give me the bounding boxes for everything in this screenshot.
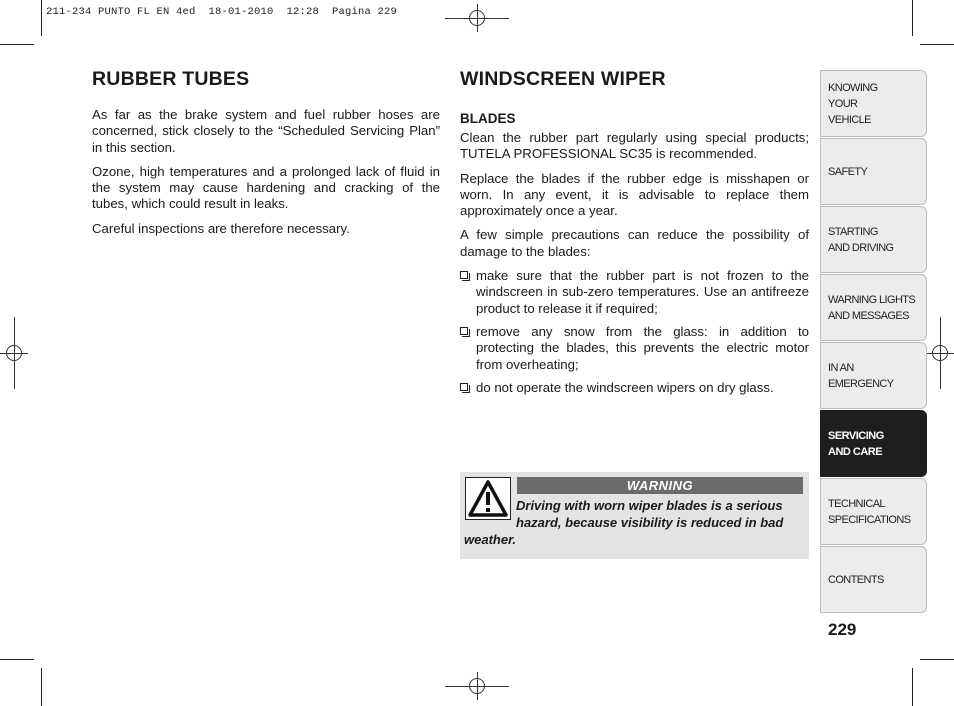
section-title: WINDSCREEN WIPER xyxy=(460,68,666,90)
section-title: RUBBER TUBES xyxy=(92,68,250,90)
warning-title: WARNING xyxy=(517,477,803,494)
registration-mark xyxy=(0,339,28,367)
crop-mark xyxy=(920,659,954,660)
checkbox-bullet-icon xyxy=(460,271,468,279)
warning-box xyxy=(460,472,809,559)
paragraph: A few simple precautions can reduce the possibility of damage to the blades: xyxy=(460,227,809,259)
paragraph: Ozone, high temperatures and a prolonged lack of fluid in the system may cause hardening and cracking of the tubes, which could result in leaks. xyxy=(92,163,440,212)
registration-mark xyxy=(463,4,491,32)
windscreen-wiper-section xyxy=(460,68,809,403)
registration-mark xyxy=(463,672,491,700)
tab-in-an-emergency[interactable]: IN AN EMERGENCY xyxy=(820,342,927,409)
paragraph: Careful inspections are therefore necessary. xyxy=(92,220,350,236)
page-number: 229 xyxy=(828,620,857,639)
crop-mark xyxy=(41,668,42,706)
tab-technical-specifications[interactable]: TECHNICAL SPECIFICATIONS xyxy=(820,478,927,545)
checkbox-bullet-icon xyxy=(460,383,468,391)
list-item: do not operate the windscreen wipers on dry glass. xyxy=(460,380,809,396)
tab-warning-lights[interactable]: WARNING LIGHTS AND MESSAGES xyxy=(820,274,927,341)
crop-mark xyxy=(912,0,913,36)
crop-mark xyxy=(41,0,42,36)
rubber-tubes-section xyxy=(92,68,440,245)
crop-mark xyxy=(912,668,913,706)
list-item: make sure that the rubber part is not frozen to the windscreen in sub-zero temperatures. Use an antifreeze product to release it if required; xyxy=(460,268,809,317)
subsection-title: BLADES xyxy=(460,111,516,126)
print-header: 211-234 PUNTO FL EN 4ed 18-01-2010 12:28 Pagina 229 xyxy=(46,6,398,18)
paragraph: Clean the rubber part regularly using special products; TUTELA PROFESSIONAL SC35 is recommended. xyxy=(460,130,809,162)
tab-knowing-your-vehicle[interactable]: KNOWING YOUR VEHICLE xyxy=(820,70,927,137)
tab-starting-and-driving[interactable]: STARTING AND DRIVING xyxy=(820,206,927,273)
crop-mark xyxy=(920,44,954,45)
paragraph: As far as the brake system and fuel rubber hoses are concerned, stick closely to the “Scheduled Servicing Plan” in this section. xyxy=(92,107,440,155)
tab-servicing-and-care[interactable]: SERVICING AND CARE xyxy=(820,410,927,477)
precautions-list xyxy=(460,268,809,396)
checkbox-bullet-icon xyxy=(460,327,468,335)
crop-mark xyxy=(0,659,34,660)
tab-contents[interactable]: CONTENTS xyxy=(820,546,927,613)
list-item: remove any snow from the glass: in addition to protecting the blades, this prevents the electric motor from overheating; xyxy=(460,324,809,373)
registration-mark xyxy=(926,339,954,367)
warning-text: Driving with worn wiper blades is a serious hazard, because visibility is reduced in bad weather. xyxy=(464,498,784,547)
tab-safety[interactable]: SAFETY xyxy=(820,138,927,205)
paragraph: Replace the blades if the rubber edge is misshapen or worn. In any event, it is advisable to replace them approximately once a year. xyxy=(460,170,809,219)
crop-mark xyxy=(0,44,34,45)
